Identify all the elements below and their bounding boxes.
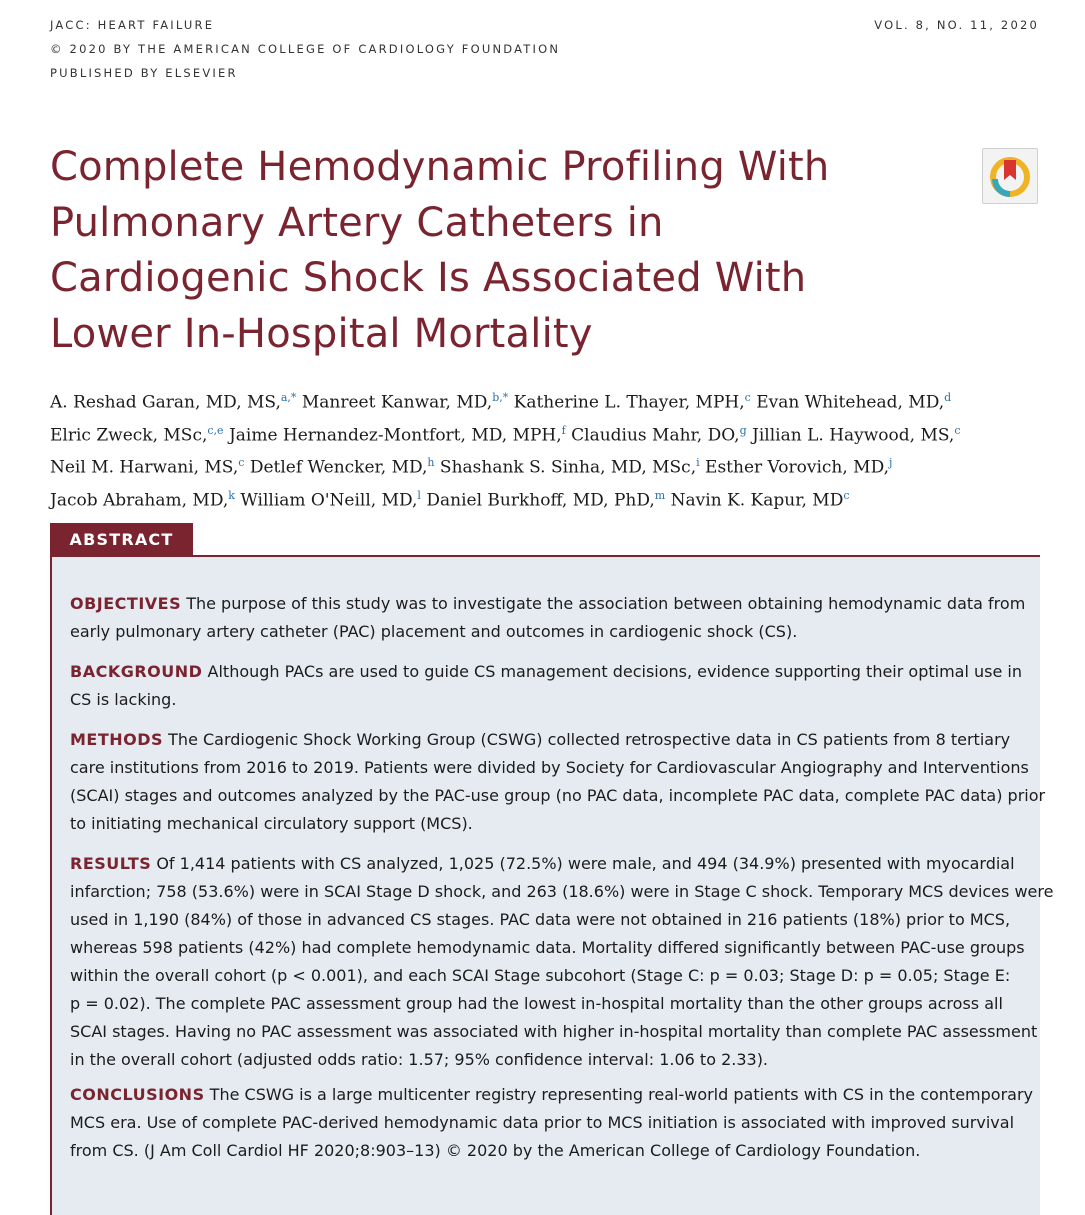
affiliation-ref[interactable]: c: [238, 456, 245, 470]
title-line: Pulmonary Artery Catheters in: [50, 199, 664, 246]
affiliation-ref[interactable]: a,*: [280, 391, 297, 404]
journal-name: JACC: HEART FAILURE: [50, 18, 215, 32]
abstract-conclusions: [70, 1081, 1033, 1165]
author-name: Evan Whitehead, MD,: [750, 392, 945, 413]
abstract-line: used in 1,190 (84%) of those in advanced CS stages. PAC data were not obtained in 216 patients (18%) prior to MCS,: [70, 910, 1011, 929]
author-name: Katherine L. Thayer, MPH,: [508, 392, 745, 413]
author-name: Detlef Wencker, MD,: [244, 457, 428, 478]
volume-issue: VOL. 8, NO. 11, 2020: [874, 18, 1039, 32]
author-name: A. Reshad Garan, MD, MS,: [50, 392, 281, 413]
author-name: Daniel Burkhoff, MD, PhD,: [420, 490, 655, 511]
author-list: [50, 384, 1050, 515]
author-name: Elric Zweck, MSc,: [50, 425, 208, 446]
copyright-line: © 2020 BY THE AMERICAN COLLEGE OF CARDIOLOGY FOUNDATION: [50, 42, 561, 56]
title-line: Cardiogenic Shock Is Associated With: [50, 255, 807, 301]
affiliation-ref[interactable]: c: [843, 488, 850, 502]
affiliation-ref[interactable]: f: [561, 423, 566, 437]
abstract-line: early pulmonary artery catheter (PAC) placement and outcomes in cardiogenic shock (CS).: [70, 622, 798, 641]
abstract-line: infarction; 758 (53.6%) were in SCAI Stage D shock, and 263 (18.6%) were in Stage C shock. Temporary MCS devices were: [70, 882, 1054, 901]
abstract-line: [70, 726, 1020, 754]
affiliation-ref[interactable]: i: [696, 456, 700, 470]
abstract-methods: [70, 726, 1046, 838]
author-name: Neil M. Harwani, MS,: [50, 457, 239, 478]
abstract-line: (SCAI) stages and outcomes analyzed by the PAC-use group (no PAC data, incomplete PAC data, complete PAC data) prior: [70, 786, 1046, 805]
author-name: Jaime Hernandez-Montfort, MD, MPH,: [223, 425, 562, 446]
abstract-line: whereas 598 patients (42%) had complete hemodynamic data. Mortality differed significantly between PAC-use groups: [70, 938, 1025, 957]
author-name: William O'Neill, MD,: [234, 490, 418, 511]
section-label: METHODS: [70, 730, 164, 749]
abstract-objectives: [70, 590, 1026, 646]
affiliation-ref[interactable]: l: [417, 488, 421, 502]
abstract-line: within the overall cohort (p < 0.001), and each SCAI Stage subcohort (Stage C: p = 0.03; Stage D: p = 0.05; Stage E:: [70, 966, 1011, 985]
affiliation-ref[interactable]: j: [889, 456, 893, 470]
abstract-line: [70, 850, 1020, 878]
author-name: Jillian L. Haywood, MS,: [746, 425, 955, 446]
author-name: Claudius Mahr, DO,: [565, 425, 740, 446]
section-label: OBJECTIVES: [70, 594, 182, 613]
author-line: [50, 449, 1050, 482]
affiliation-ref[interactable]: m: [654, 488, 666, 502]
author-name: Shashank S. Sinha, MD, MSc,: [434, 457, 697, 478]
section-text: Of 1,414 patients with CS analyzed, 1,025 (72.5%) were male, and 494 (34.9%) presented with myocardial: [151, 854, 1015, 873]
abstract-line: to initiating mechanical circulatory support (MCS).: [70, 814, 473, 833]
section-text: Although PACs are used to guide CS management decisions, evidence supporting their optimal use in: [202, 662, 1022, 681]
affiliation-ref[interactable]: k: [228, 488, 235, 502]
title-line: Lower In-Hospital Mortality: [50, 310, 593, 357]
author-name: Jacob Abraham, MD,: [50, 490, 229, 511]
abstract-line: [70, 590, 1026, 618]
crossmark-icon-graphic: [983, 149, 1037, 203]
author-name: Navin K. Kapur, MD: [665, 490, 844, 511]
crossmark-icon[interactable]: [982, 148, 1038, 204]
abstract-line: SCAI stages. Having no PAC assessment was associated with higher in-hospital mortality than complete PAC assessment: [70, 1022, 1038, 1041]
affiliation-ref[interactable]: c: [744, 391, 751, 404]
affiliation-ref[interactable]: h: [427, 456, 435, 470]
affiliation-ref[interactable]: c,e: [207, 423, 224, 437]
abstract-line: CS is lacking.: [70, 690, 177, 709]
section-label: BACKGROUND: [70, 662, 203, 681]
abstract-line: [70, 1081, 1033, 1109]
author-name: Manreet Kanwar, MD,: [296, 392, 493, 413]
abstract-line: from CS. (J Am Coll Cardiol HF 2020;8:903–13) © 2020 by the American College of Cardiology Foundation.: [70, 1141, 921, 1160]
abstract-line: [70, 658, 1020, 686]
abstract-line: p = 0.02). The complete PAC assessment group had the lowest in-hospital mortality than the other groups across all: [70, 994, 1003, 1013]
affiliation-ref[interactable]: c: [954, 423, 961, 437]
affiliation-ref[interactable]: g: [739, 423, 747, 437]
abstract-results: [70, 850, 1054, 1074]
abstract-line: MCS era. Use of complete PAC-derived hemodynamic data prior to MCS initiation is associated with improved survival: [70, 1113, 1015, 1132]
section-text: The CSWG is a large multicenter registry representing real-world patients with CS in the contemporary: [204, 1085, 1033, 1104]
author-line: [50, 417, 1050, 450]
article-title: [50, 140, 950, 362]
author-line: [50, 384, 1050, 417]
section-text: The Cardiogenic Shock Working Group (CSWG) collected retrospective data in CS patients from 8 tertiary: [163, 730, 1011, 749]
publisher-line: PUBLISHED BY ELSEVIER: [50, 66, 238, 80]
abstract-line: care institutions from 2016 to 2019. Patients were divided by Society for Cardiovascular Angiography and Interventions: [70, 758, 1029, 777]
abstract-line: in the overall cohort (adjusted odds ratio: 1.57; 95% confidence interval: 1.06 to 2.33).: [70, 1050, 769, 1069]
section-text: The purpose of this study was to investigate the association between obtaining hemodynamic data from: [181, 594, 1026, 613]
abstract-background: [70, 658, 1020, 714]
title-line: Complete Hemodynamic Profiling With: [50, 144, 830, 190]
author-name: Esther Vorovich, MD,: [699, 457, 890, 478]
abstract-tab: ABSTRACT: [50, 523, 193, 556]
author-line: [50, 482, 1050, 515]
section-label: CONCLUSIONS: [70, 1085, 205, 1104]
affiliation-ref[interactable]: b,*: [492, 391, 509, 404]
affiliation-ref[interactable]: d: [944, 391, 952, 404]
section-label: RESULTS: [70, 854, 152, 873]
